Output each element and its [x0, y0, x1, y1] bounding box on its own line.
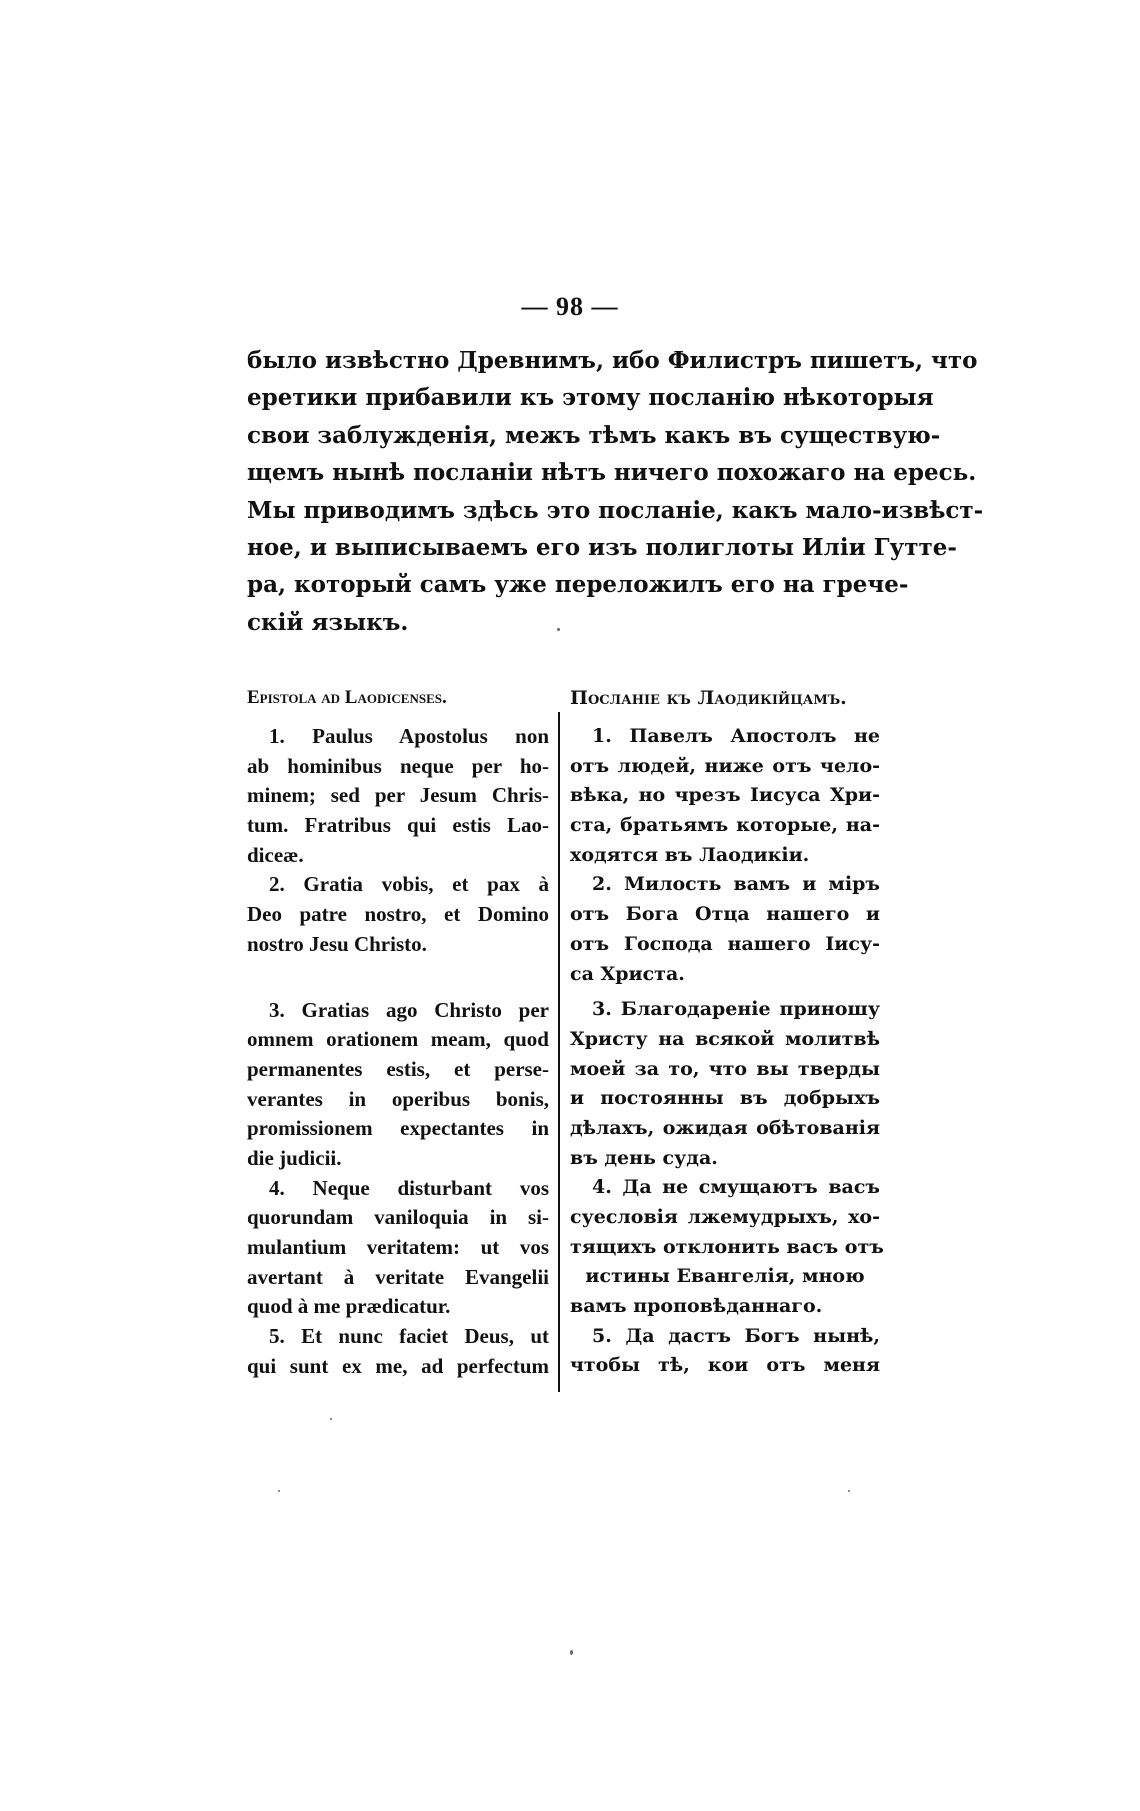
latin-verse-4 — [247, 1174, 549, 1322]
latin-verse-3 — [247, 996, 549, 1174]
latin-verse-5 — [247, 1322, 549, 1381]
scan-speck — [848, 1490, 850, 1492]
verse-line: Deo patre nostro, et Domino — [247, 902, 549, 927]
verse-line: ста, братьямъ которые, на- — [570, 814, 880, 837]
intro-line: скій языкъ. — [247, 608, 409, 636]
verse-line: avertant à veritate Evangelii — [247, 1264, 549, 1289]
verse-line: дѣлахъ, ожидая обѣтованія — [570, 1116, 880, 1139]
column-divider — [558, 712, 560, 1392]
latin-heading: Epistola ad Laodicenses. — [247, 687, 447, 708]
russian-heading: Посланіе къ Лаодикійцамъ. — [570, 687, 847, 709]
intro-line: еретики прибавили къ этому посланію нѣкоторыя — [247, 384, 934, 412]
verse-line: са Христа. — [570, 962, 685, 985]
scan-speck — [330, 1418, 332, 1420]
verse-line: tum. Fratribus qui estis Lao- — [247, 813, 549, 838]
latin-column — [247, 680, 549, 1381]
latin-verse-1 — [247, 722, 549, 870]
verse-line: mulantium veritatem: ut vos — [247, 1235, 549, 1259]
verse-line: 2. Gratia vobis, et pax à — [269, 872, 549, 897]
verse-line: Христу на всякой молитвѣ — [570, 1027, 880, 1050]
verse-line: отъ людей, ниже отъ чело- — [570, 754, 880, 777]
verse-line: 3. Благодареніе приношу — [592, 998, 880, 1021]
verse-line: diceæ. — [247, 842, 304, 867]
verse-line: чтобы тѣ, кои отъ меня — [570, 1354, 880, 1377]
verse-line: вѣка, но чрезъ Іисуса Хри- — [570, 784, 880, 807]
verse-line: quod à me prædicatur. — [247, 1294, 451, 1319]
intro-line: ра, который самъ уже переложилъ его на грече- — [247, 571, 909, 599]
verse-line: minem; sed per Jesum Chris- — [247, 783, 549, 808]
scan-speck — [278, 1490, 280, 1492]
verse-line: 5. Да дастъ Богъ нынѣ, — [592, 1324, 880, 1347]
russian-verse-2 — [570, 870, 880, 989]
russian-column — [570, 680, 884, 1381]
verse-line: 5. Et nunc faciet Deus, ut — [269, 1324, 549, 1349]
verse-line: въ день суда. — [570, 1146, 718, 1169]
verse-line: 3. Gratias ago Christo per — [269, 997, 549, 1022]
scan-speck — [570, 1650, 573, 1655]
verse-line: 4. Да не смущаютъ васъ — [592, 1176, 880, 1199]
verse-line: и постоянны въ добрыхъ — [570, 1087, 880, 1110]
verse-line: отъ Господа нашего Іису- — [570, 932, 880, 955]
intro-paragraph — [247, 342, 984, 641]
verse-line: ходятся въ Лаодикіи. — [570, 843, 810, 866]
russian-verse-4 — [570, 1173, 884, 1321]
verse-line: nostro Jesu Christo. — [247, 931, 427, 956]
page-number: — 98 — — [521, 292, 619, 321]
intro-line: ное, и выписываемъ его изъ полиглоты Иліи Гутте- — [247, 533, 957, 561]
verse-line: тящихъ отклонить васъ отъ — [570, 1235, 884, 1258]
verse-line: omnem orationem meam, quod — [247, 1027, 549, 1052]
verse-line: 1. Павелъ Апостолъ не — [592, 725, 880, 747]
verse-line: die judicii. — [247, 1145, 342, 1170]
verse-line: verantes in operibus bonis, — [247, 1086, 549, 1111]
verse-line: permanentes estis, et perse- — [247, 1056, 549, 1081]
latin-verse-2 — [247, 870, 549, 959]
verse-line: quorundam vaniloquia in si- — [247, 1205, 549, 1230]
intro-line: свои заблужденія, межъ тѣмъ какъ въ существую- — [247, 421, 941, 449]
verse-line: 4. Neque disturbant vos — [269, 1175, 549, 1200]
verse-line: promissionem expectantes in — [247, 1116, 549, 1141]
verse-line: истины Евангелія, мною — [585, 1265, 865, 1288]
intro-line: Мы приводимъ здѣсь это посланіе, какъ мало-извѣст- — [247, 496, 984, 524]
russian-verse-3 — [570, 995, 880, 1173]
scan-speck — [557, 628, 560, 631]
verse-line: моей за то, что вы тверды — [570, 1057, 880, 1080]
verse-line: отъ Бога Отца нашего и — [570, 903, 880, 926]
verse-line: 2. Милость вамъ и міръ — [592, 873, 880, 896]
verse-line: ab hominibus neque per ho- — [247, 753, 549, 778]
verse-line: вамъ проповѣданнаго. — [570, 1295, 823, 1318]
intro-line: щемъ нынѣ посланіи нѣтъ ничего похожаго на ересь. — [247, 459, 977, 487]
russian-verse-5 — [570, 1322, 880, 1381]
intro-line: было извѣстно Древнимъ, ибо Филистръ пишетъ, что — [247, 347, 978, 374]
verse-line: qui sunt ex me, ad perfectum — [247, 1353, 549, 1378]
verse-line: 1. Paulus Apostolus non — [269, 724, 549, 748]
verse-line: суесловія лжемудрыхъ, хо- — [570, 1206, 880, 1228]
russian-verse-1 — [570, 722, 880, 870]
